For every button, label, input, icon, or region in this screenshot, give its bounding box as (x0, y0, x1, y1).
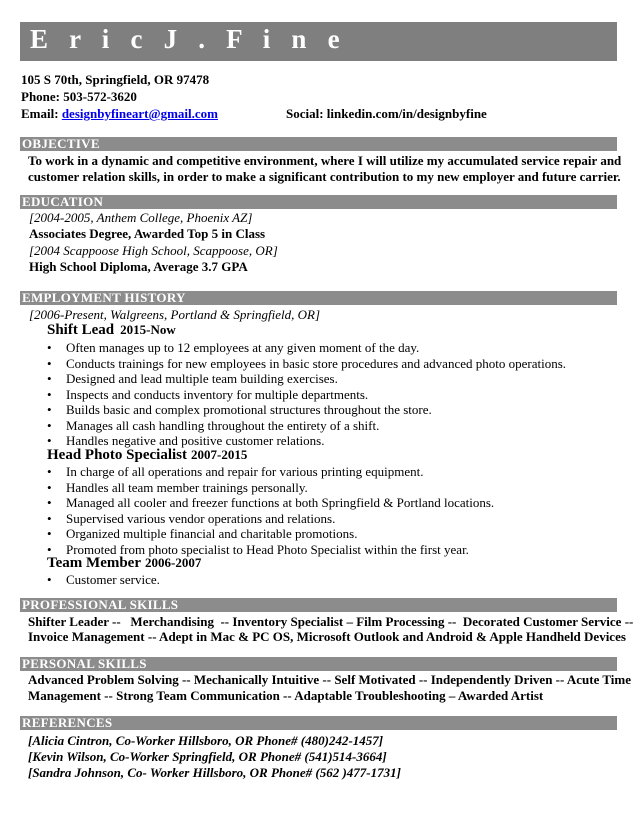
list-item: • Builds basic and complex promotional structures throughout the store. (47, 402, 566, 418)
list-item: • In charge of all operations and repair for various printing equipment. (47, 464, 494, 480)
head-photo-bullets (47, 464, 494, 557)
job-years: 2015-Now (120, 322, 176, 337)
reference-2: [Kevin Wilson, Co-Worker Springfield, OR Phone# (541)514-3664] (28, 749, 387, 764)
education-title: EDUCATION (22, 194, 104, 209)
job-role: Head Photo Specialist (47, 447, 188, 463)
list-item: • Promoted from photo specialist to Head Photo Specialist within the first year. (47, 542, 494, 558)
address: 105 S 70th, Springfield, OR 97478 (21, 72, 210, 87)
job-years: 2006-2007 (145, 555, 202, 570)
list-item: • Inspects and conducts inventory for multiple departments. (47, 387, 566, 403)
email-link[interactable]: designbyfineart@gmail.com (61, 106, 218, 121)
list-item: • Manages all cash handling throughout the entirety of a shift. (47, 418, 566, 434)
list-item: • Customer service. (47, 572, 160, 588)
references-title: REFERENCES (22, 715, 113, 730)
job-title-shift-lead (47, 322, 176, 339)
job-title-team-member (47, 555, 201, 572)
list-item: • Designed and lead multiple team building exercises. (47, 371, 566, 387)
personal-skills-title: PERSONAL SKILLS (22, 656, 147, 671)
list-item: • Managed all cooler and freezer functions at both Springfield & Portland locations. (47, 495, 494, 511)
education-school-1: [2004-2005, Anthem College, Phoenix AZ] (29, 210, 253, 225)
list-item: • Handles negative and positive customer relations. (47, 433, 566, 449)
education-header-bar (20, 195, 617, 209)
objective-title: OBJECTIVE (22, 136, 100, 151)
list-item: • Organized multiple financial and charitable promotions. (47, 526, 494, 542)
email-label: Email: (21, 106, 62, 121)
phone-label: Phone: (21, 89, 64, 104)
social-link: Social: linkedin.com/in/designbyfine (286, 106, 487, 121)
list-item: • Often manages up to 12 employees at any given moment of the day. (47, 340, 566, 356)
job-title-head-photo-specialist (47, 447, 247, 464)
job-role: Shift Lead (47, 322, 115, 338)
education-degree-2: High School Diploma, Average 3.7 GPA (29, 259, 248, 274)
professional-skills-title: PROFESSIONAL SKILLS (22, 597, 179, 612)
professional-skills-line-1: Shifter Leader -- Merchandising -- Inventory Specialist – Film Processing -- Decorated Customer Service -- (28, 614, 634, 629)
reference-3: [Sandra Johnson, Co- Worker Hillsboro, OR Phone# (562 )477-1731] (28, 765, 401, 780)
employment-title: EMPLOYMENT HISTORY (22, 290, 186, 305)
employer-line: [2006-Present, Walgreens, Portland & Springfield, OR] (29, 307, 321, 322)
team-member-bullets (47, 572, 160, 588)
objective-header-bar (20, 137, 617, 151)
candidate-name: E r i c J . F i n e (30, 24, 347, 54)
phone-line (21, 89, 137, 105)
job-years: 2007-2015 (191, 447, 248, 462)
personal-skills-line-1: Advanced Problem Solving -- Mechanically Intuitive -- Self Motivated -- Independently Driven -- Acute Time (28, 672, 632, 687)
objective-text-line-1: To work in a dynamic and competitive environment, where I will utilize my accumulated service repair and (28, 153, 622, 168)
list-item: • Supervised various vendor operations and relations. (47, 511, 494, 527)
education-degree-1: Associates Degree, Awarded Top 5 in Class (29, 226, 266, 241)
professional-skills-line-2: Invoice Management -- Adept in Mac & PC OS, Microsoft Outlook and Android & Apple Handheld Devices (28, 629, 626, 644)
reference-1: [Alicia Cintron, Co-Worker Hillsboro, OR Phone# (480)242-1457] (28, 733, 384, 748)
list-item: • Handles all team member trainings personally. (47, 480, 494, 496)
job-role: Team Member (47, 555, 141, 571)
phone-number: 503-572-3620 (63, 89, 137, 104)
shift-lead-bullets (47, 340, 566, 449)
education-school-2: [2004 Scappoose High School, Scappoose, OR] (29, 243, 278, 258)
personal-skills-line-2: Management -- Strong Team Communication -- Adaptable Troubleshooting – Awarded Artist (28, 688, 544, 703)
list-item: • Conducts trainings for new employees in basic store procedures and advanced photo operations. (47, 356, 566, 372)
objective-text-line-2: customer relation skills, in order to make a significant contribution to my new employer and future carrier. (28, 169, 621, 184)
email-line (21, 106, 218, 122)
